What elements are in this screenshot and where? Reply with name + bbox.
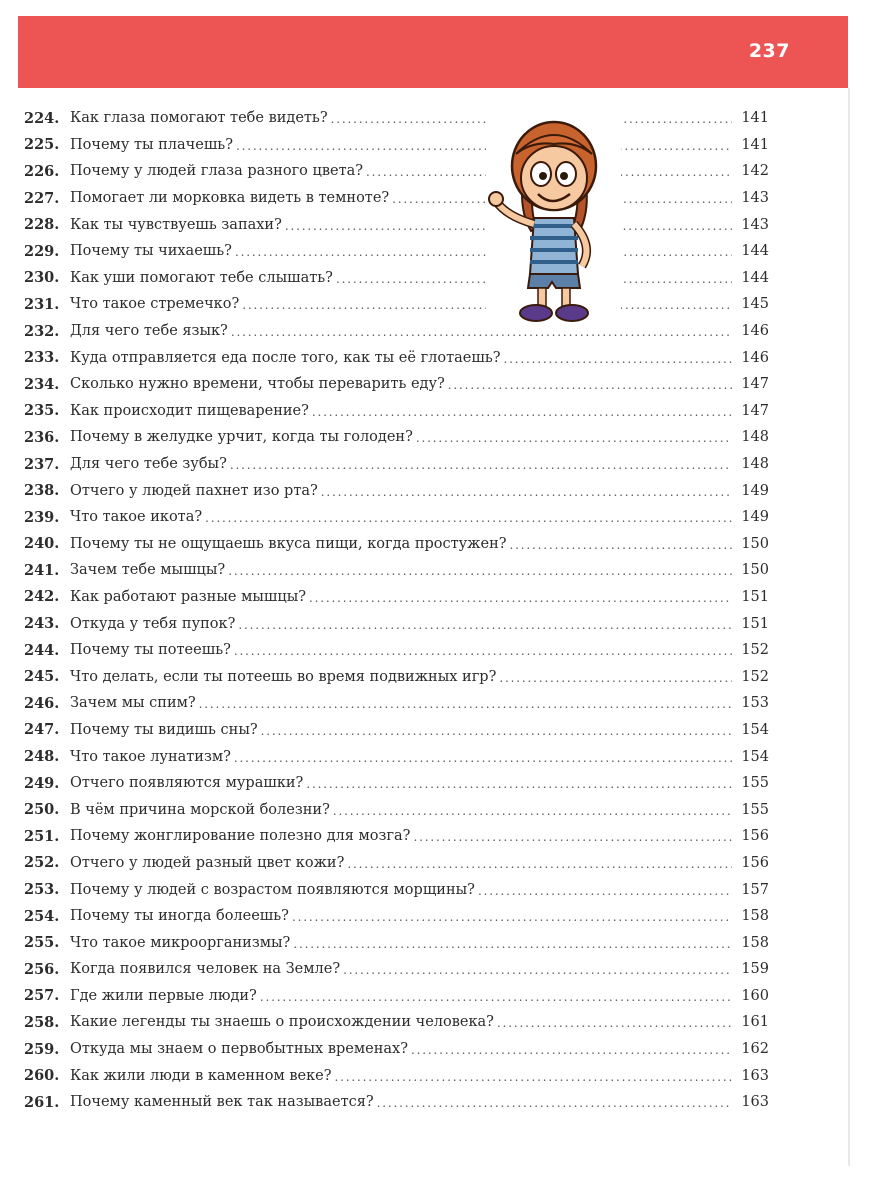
entry-page: 156 [741,854,769,871]
entry-number: 260. [24,1067,60,1085]
entry-question: Как происходит пищеварение? [70,402,309,419]
entry-page: 148 [741,456,769,473]
entry-page: 145 [741,296,769,313]
entry-number: 253. [24,881,60,899]
page-number: 237 [748,40,790,62]
toc-entry [24,291,769,318]
entry-number: 246. [24,694,60,712]
leader-dots [377,1096,732,1110]
toc-entry [24,584,769,611]
entry-question: Почему у людей с возрастом появляются морщины? [70,881,475,898]
toc-entry [24,185,769,212]
leader-dots [504,352,732,366]
entry-question: Почему ты не ощущаешь вкуса пищи, когда простужен? [70,535,507,552]
entry-page: 158 [741,908,769,925]
toc-entry [24,850,769,877]
toc-entry [24,132,769,159]
entry-question: Что такое икота? [70,509,203,526]
leader-dots [261,724,732,738]
header-band [18,16,848,88]
entry-question: Как работают разные мышцы? [70,588,307,605]
toc-entry [24,690,769,717]
leader-dots [448,378,732,392]
entry-question: Отчего появляются мурашки? [70,775,304,792]
entry-number: 249. [24,774,60,792]
entry-question: Откуда у тебя пупок? [70,615,236,632]
entry-question: Отчего у людей разный цвет кожи? [70,854,345,871]
leader-dots [235,245,732,259]
entry-page: 148 [741,429,769,446]
entry-question: Какие легенды ты знаешь о происхождении человека? [70,1014,494,1031]
entry-number: 236. [24,428,60,446]
toc-entry [24,211,769,238]
entry-page: 144 [741,243,769,260]
entry-question: Почему ты чихаешь? [70,243,232,260]
leader-dots [309,591,732,605]
entry-question: Откуда мы знаем о первобытных временах? [70,1041,408,1058]
toc-entry [24,983,769,1010]
entry-page: 146 [741,323,769,340]
entry-page: 161 [741,1014,769,1031]
entry-page: 141 [741,136,769,153]
entry-page: 152 [741,668,769,685]
toc-entry [24,1036,769,1063]
leader-dots [478,884,732,898]
entry-question: Где жили первые люди? [70,987,257,1004]
toc-entry [24,1089,769,1116]
leader-dots [497,1016,732,1030]
entry-question: Почему ты видишь сны? [70,721,258,738]
toc-entry [24,371,769,398]
entry-number: 259. [24,1040,60,1058]
leader-dots [347,857,732,871]
entry-page: 162 [741,1041,769,1058]
entry-number: 238. [24,482,60,500]
page-edge [848,88,850,1166]
entry-question: Почему ты потеешь? [70,642,231,659]
leader-dots [499,671,732,685]
entry-question: В чём причина морской болезни? [70,801,330,818]
entry-question: Куда отправляется еда после того, как ты её глотаешь? [70,349,501,366]
leader-dots [416,431,732,445]
entry-question: Почему жонглирование полезно для мозга? [70,828,411,845]
entry-number: 228. [24,216,60,234]
leader-dots [333,804,732,818]
toc-entry [24,451,769,478]
entry-question: Для чего тебе язык? [70,323,228,340]
entry-number: 248. [24,748,60,766]
entry-question: Отчего у людей пахнет изо рта? [70,482,318,499]
entry-page: 163 [741,1067,769,1084]
entry-number: 250. [24,801,60,819]
entry-number: 224. [24,109,60,127]
leader-dots [234,751,732,765]
entry-number: 257. [24,987,60,1005]
toc-entry [24,424,769,451]
entry-page: 147 [741,376,769,393]
entry-number: 255. [24,934,60,952]
entry-question: Зачем тебе мышцы? [70,562,226,579]
entry-page: 149 [741,509,769,526]
entry-page: 153 [741,695,769,712]
leader-dots [238,618,732,632]
entry-number: 243. [24,615,60,633]
entry-page: 149 [741,482,769,499]
entry-page: 144 [741,269,769,286]
entry-question: Как уши помогают тебе слышать? [70,269,333,286]
leader-dots [343,963,732,977]
entry-number: 241. [24,561,60,579]
toc-entry [24,717,769,744]
leader-dots [293,937,732,951]
entry-question: Почему каменный век так называется? [70,1094,374,1111]
leader-dots [228,564,732,578]
entry-page: 160 [741,987,769,1004]
entry-number: 234. [24,375,60,393]
toc-entry [24,398,769,425]
leader-dots [306,777,732,791]
entry-number: 247. [24,721,60,739]
toc-entry [24,956,769,983]
entry-page: 156 [741,828,769,845]
toc-entry [24,663,769,690]
entry-number: 258. [24,1013,60,1031]
entry-question: Что делать, если ты потеешь во время подвижных игр? [70,668,497,685]
entry-page: 152 [741,642,769,659]
toc-entry [24,105,769,132]
entry-page: 151 [741,615,769,632]
entry-page: 157 [741,881,769,898]
entry-page: 154 [741,748,769,765]
toc-entry [24,504,769,531]
leader-dots [260,990,732,1004]
entry-number: 251. [24,827,60,845]
leader-dots [321,485,732,499]
entry-number: 245. [24,668,60,686]
entry-question: Почему у людей глаза разного цвета? [70,163,364,180]
table-of-contents [24,105,769,1116]
entry-number: 232. [24,322,60,340]
entry-number: 230. [24,269,60,287]
entry-number: 240. [24,535,60,553]
toc-entry [24,318,769,345]
entry-question: Что такое лунатизм? [70,748,231,765]
leader-dots [312,405,732,419]
toc-entry [24,770,769,797]
entry-number: 256. [24,960,60,978]
toc-entry [24,1062,769,1089]
leader-dots [236,139,732,153]
cartoon-girl-icon [486,106,621,331]
leader-dots [199,697,732,711]
entry-number: 237. [24,455,60,473]
toc-entry [24,823,769,850]
entry-page: 141 [741,110,769,127]
leader-dots [411,1043,732,1057]
leader-dots [413,830,732,844]
toc-entry [24,531,769,558]
leader-dots [231,325,732,339]
entry-question: Помогает ли морковка видеть в темноте? [70,190,390,207]
toc-entry [24,876,769,903]
toc-entry [24,1009,769,1036]
entry-number: 239. [24,508,60,526]
leader-dots [335,1070,732,1084]
toc-entry [24,265,769,292]
toc-entry [24,238,769,265]
entry-page: 155 [741,801,769,818]
entry-number: 229. [24,242,60,260]
entry-number: 225. [24,136,60,154]
entry-page: 151 [741,588,769,605]
entry-number: 252. [24,854,60,872]
entry-question: Зачем мы спим? [70,695,196,712]
entry-question: Сколько нужно времени, чтобы переварить еду? [70,376,445,393]
entry-question: Почему ты плачешь? [70,136,233,153]
entry-number: 227. [24,189,60,207]
leader-dots [230,458,732,472]
leader-dots [510,538,732,552]
entry-number: 261. [24,1093,60,1111]
toc-entry [24,557,769,584]
entry-page: 159 [741,961,769,978]
book-page [18,16,848,1166]
entry-page: 143 [741,190,769,207]
entry-page: 150 [741,535,769,552]
toc-entry [24,929,769,956]
toc-entry [24,344,769,371]
toc-entry [24,477,769,504]
entry-page: 142 [741,163,769,180]
entry-question: Почему в желудке урчит, когда ты голоден? [70,429,413,446]
entry-page: 147 [741,402,769,419]
entry-page: 163 [741,1094,769,1111]
entry-question: Когда появился человек на Земле? [70,961,341,978]
entry-number: 235. [24,402,60,420]
entry-number: 226. [24,162,60,180]
entry-question: Что такое стремечко? [70,296,240,313]
entry-page: 155 [741,775,769,792]
entry-number: 254. [24,907,60,925]
entry-number: 233. [24,349,60,367]
entry-page: 154 [741,721,769,738]
entry-question: Как жили люди в каменном веке? [70,1067,332,1084]
entry-number: 244. [24,641,60,659]
entry-question: Что такое микроорганизмы? [70,934,291,951]
toc-entry [24,637,769,664]
toc-entry [24,743,769,770]
toc-entry [24,158,769,185]
entry-question: Для чего тебе зубы? [70,456,227,473]
toc-entry [24,903,769,930]
toc-entry [24,796,769,823]
leader-dots [205,511,732,525]
entry-question: Как ты чувствуешь запахи? [70,216,282,233]
entry-page: 150 [741,562,769,579]
entry-page: 158 [741,934,769,951]
entry-page: 143 [741,216,769,233]
toc-entry [24,610,769,637]
leader-dots [292,910,732,924]
entry-number: 231. [24,295,60,313]
entry-page: 146 [741,349,769,366]
entry-number: 242. [24,588,60,606]
leader-dots [234,644,732,658]
entry-question: Как глаза помогают тебе видеть? [70,110,328,127]
cartoon-girl-illustration [486,106,621,331]
entry-question: Почему ты иногда болеешь? [70,908,289,925]
